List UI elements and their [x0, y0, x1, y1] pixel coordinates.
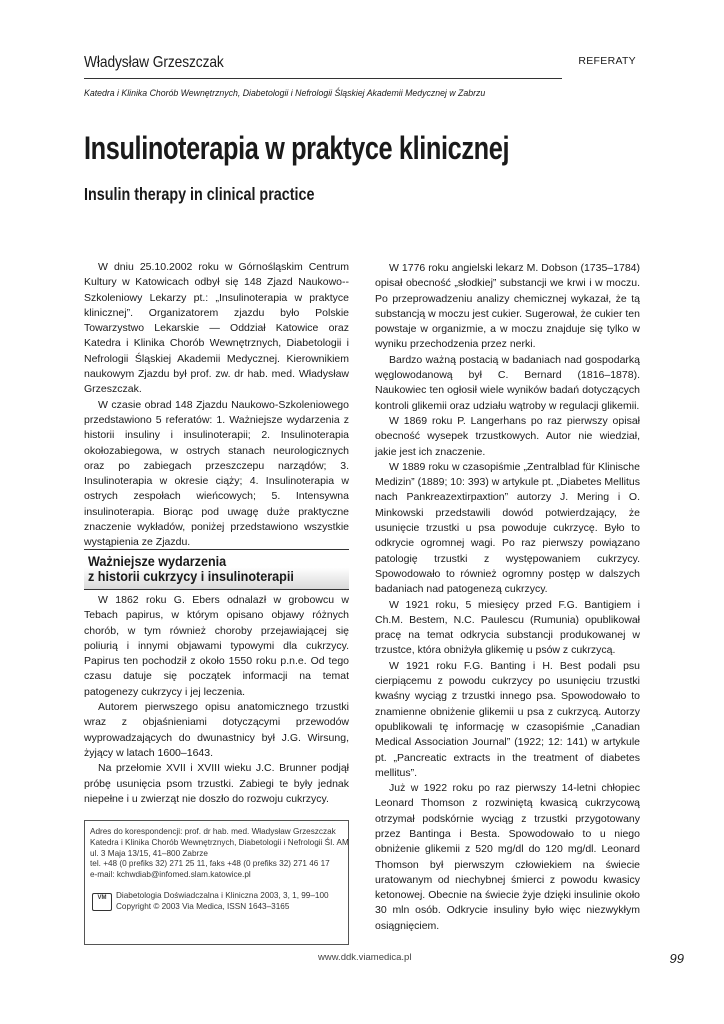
section-heading-line: z historii cukrzycy i insulinoterapii [88, 568, 294, 584]
history-paragraph: Autorem pierwszego opisu anatomicznego trzustki wraz z objaśnieniami dotyczącymi przewodów wyprowadzających do dwunastnicy był J.G. Wirsung, żyjący w latach 1600–1643. [84, 701, 349, 759]
journal-line: Diabetologia Doświadczalna i Kliniczna 2003, 3, 1, 99–100 [116, 891, 329, 900]
intro-column [84, 260, 349, 551]
intro-paragraph: W dniu 25.10.2002 roku w Górnośląskim Centrum Kultury w Katowicach odbył się 148 Zjazd Naukowo--Szkoleniowy Lekarzy pt.: „Insulinoterapia w praktyce klinicznej”. Organizatorem zjazdu było Polskie Towarzystwo Lekarskie — Oddział Katowice oraz Katedra i Klinika Chorób Wewnętrznych, Diabetologii i Nefrologii Śląskiej Akademii Medycznej. Kierownikiem naukowym Zjazdu był prof. zw. dr hab. med. Władysław Grzeszczak. [84, 261, 349, 396]
body-paragraph: W 1869 roku P. Langerhans po raz pierwszy opisał obecność wysepek trzustkowych. Autor nie wiedział, jakie jest ich znaczenie. [375, 414, 640, 458]
article-subtitle: Insulin therapy in clinical practice [84, 184, 315, 204]
body-paragraph: W 1921 roku, 5 miesięcy przed F.G. Bantigiem i Ch.M. Bestem, N.C. Paulescu (Rumunia) opublikował pracę na temat odkrycia substancji produkowanej w trzustce, która obniżyła glikemię u psów z cukrzycą. [375, 598, 640, 657]
via-medica-logo-icon: VM [92, 893, 112, 911]
footer-url[interactable]: www.ddk.viamedica.pl [318, 952, 412, 963]
correspondence-email[interactable]: e-mail: kchwdiab@infomed.slam.katowice.pl [90, 870, 251, 880]
section-heading [88, 554, 294, 584]
section-heading-box [84, 549, 349, 590]
correspondence-box [84, 820, 349, 945]
body-paragraph: W 1889 roku w czasopiśmie „Zentralblad für Klinische Medizin” (1889; 10: 393) w artykule pt. „Diabetes Mellitus nach Pankreazextirpaxtion” autorzy J. Mering i O. Minkowski przedstawili dowód potwierdzający, że usunięcie trzustki u psa powoduje cukrzycę. Było to odkrycie ogromnej wagi. Po raz pierwszy powiązano patologię trzustki z występowaniem cukrzycy. Spowodowało to również ogromny postęp w dalszych badaniach nad patogenezą cukrzycy. [375, 460, 640, 596]
body-paragraph: Już w 1922 roku po raz pierwszy 14-letni chłopiec Leonard Thomson z rozwiniętą kwasicą cukrzycową otrzymał podskórnie wyciąg z trzustki przygotowany przez Bantinga i Besta. Spowodowało to u niego obniżenie glikemii z 520 mg/dl do 120 mg/dl. Leonard Thomson był pierwszym człowiekiem na świecie uratowanym od niechybnej śmierci z powodu kwasicy ketonowej. Obecnie na świecie żyje dzięki insulinie około 30 mln osób. Odkrycie insuliny było więc niezwykłym osiągnięciem. [375, 782, 640, 932]
body-paragraph: W 1776 roku angielski lekarz M. Dobson (1735–1784) opisał obecność „słodkiej” substancji we krwi i w moczu. Po przeprowadzeniu analizy chemicznej wykazał, że tą substancją w moczu jest cukier. Sugerował, że cukier ten powstaje w organizmie, a w moczu znajduje się tylko w wyniku przechodzenia przez nerki. [375, 262, 640, 351]
correspondence-line: Katedra i Klinika Chorób Wewnętrznych, Diabetologii i Nefrologii ŚI. AM [90, 837, 349, 847]
article-title: Insulinoterapia w praktyce klinicznej [84, 130, 510, 166]
journal-citation [116, 891, 329, 913]
section-heading-line: Ważniejsze wydarzenia [88, 553, 227, 569]
page-number: 99 [669, 951, 684, 966]
copyright-line: Copyright © 2003 Via Medica, ISSN 1643–3165 [116, 901, 290, 911]
history-column [84, 593, 349, 807]
affiliation: Katedra i Klinika Chorób Wewnętrznych, Diabetologii i Nefrologii Śląskiej Akademii Medycznej w Zabrzu [84, 88, 486, 99]
history-paragraph: W 1862 roku G. Ebers odnalazł w grobowcu w Tebach papirus, w którym opisano objawy różnych chorób, w tym również choroby przejawiającej się poliurią i innymi objawami typowymi dla cukrzycy. Papirus ten pochodził z około 1550 roku p.n.e. Od tego czasu datuje się początek informacji na temat patogenezy cukrzycy i jej leczenia. [84, 594, 349, 698]
correspondence-line: Adres do korespondencji: prof. dr hab. med. Władysław Grzeszczak [90, 827, 336, 836]
body-paragraph: Bardzo ważną postacią w badaniach nad gospodarką węglowodanową był C. Bernard (1816–1878). Naukowiec ten ogłosił wiele wyników badań dotyczących kontroli glikemii oraz udziału wątroby w regulacji glikemii. [375, 353, 640, 412]
body-paragraph: W 1921 roku F.G. Banting i H. Best podali psu cierpiącemu z powodu cukrzycy po usunięciu trzustki kwaśny wyciąg z trzustki innego psa. Spowodowało to znamienne obniżenie glikemii u psa z cukrzycą. Autorzy opublikowali tę informację w czasopiśmie „Canadian Medical Association Journal” (1922; 12: 141) w artykule pt. „Pancreatic extracts in the treatment of diabetes mellitus”. [375, 659, 640, 779]
header-divider [84, 78, 562, 79]
correspondence-line: tel. +48 (0 prefiks 32) 271 25 11, faks +48 (0 prefiks 32) 271 46 17 [90, 859, 330, 869]
right-column [375, 261, 640, 934]
correspondence-line: ul. 3 Maja 13/15, 41–800 Zabrze [90, 848, 208, 858]
author-name: Władysław Grzeszczak [84, 54, 224, 71]
intro-paragraph: W czasie obrad 148 Zjazdu Naukowo-Szkoleniowego przedstawiono 5 referatów: 1. Ważniejsze wydarzenia z historii insuliny i insulinoterapii; 2. Insulinoterapia okołozabiegowa, w ostrych stanach neurologicznych oraz po zabiegach przeszczepu narządów; 3. Insulinoterapia w okresie ciąży; 4. Insulinoterapia w ostrych zespołach wieńcowych; 5. Intensywna insulinoterapia. Biorąc pod uwagę duże praktyczne znaczenie wykładów, poniżej przedstawiono wszystkie wystąpienia ze Zjazdu. [84, 398, 349, 549]
history-paragraph: Na przełomie XVII i XVIII wieku J.C. Brunner podjął próbę usunięcia psom trzustki. Zabiegi te były jednak niepełne i u zwierząt nie doszło do rozwoju cukrzycy. [84, 762, 349, 805]
section-tag: REFERATY [578, 55, 636, 67]
